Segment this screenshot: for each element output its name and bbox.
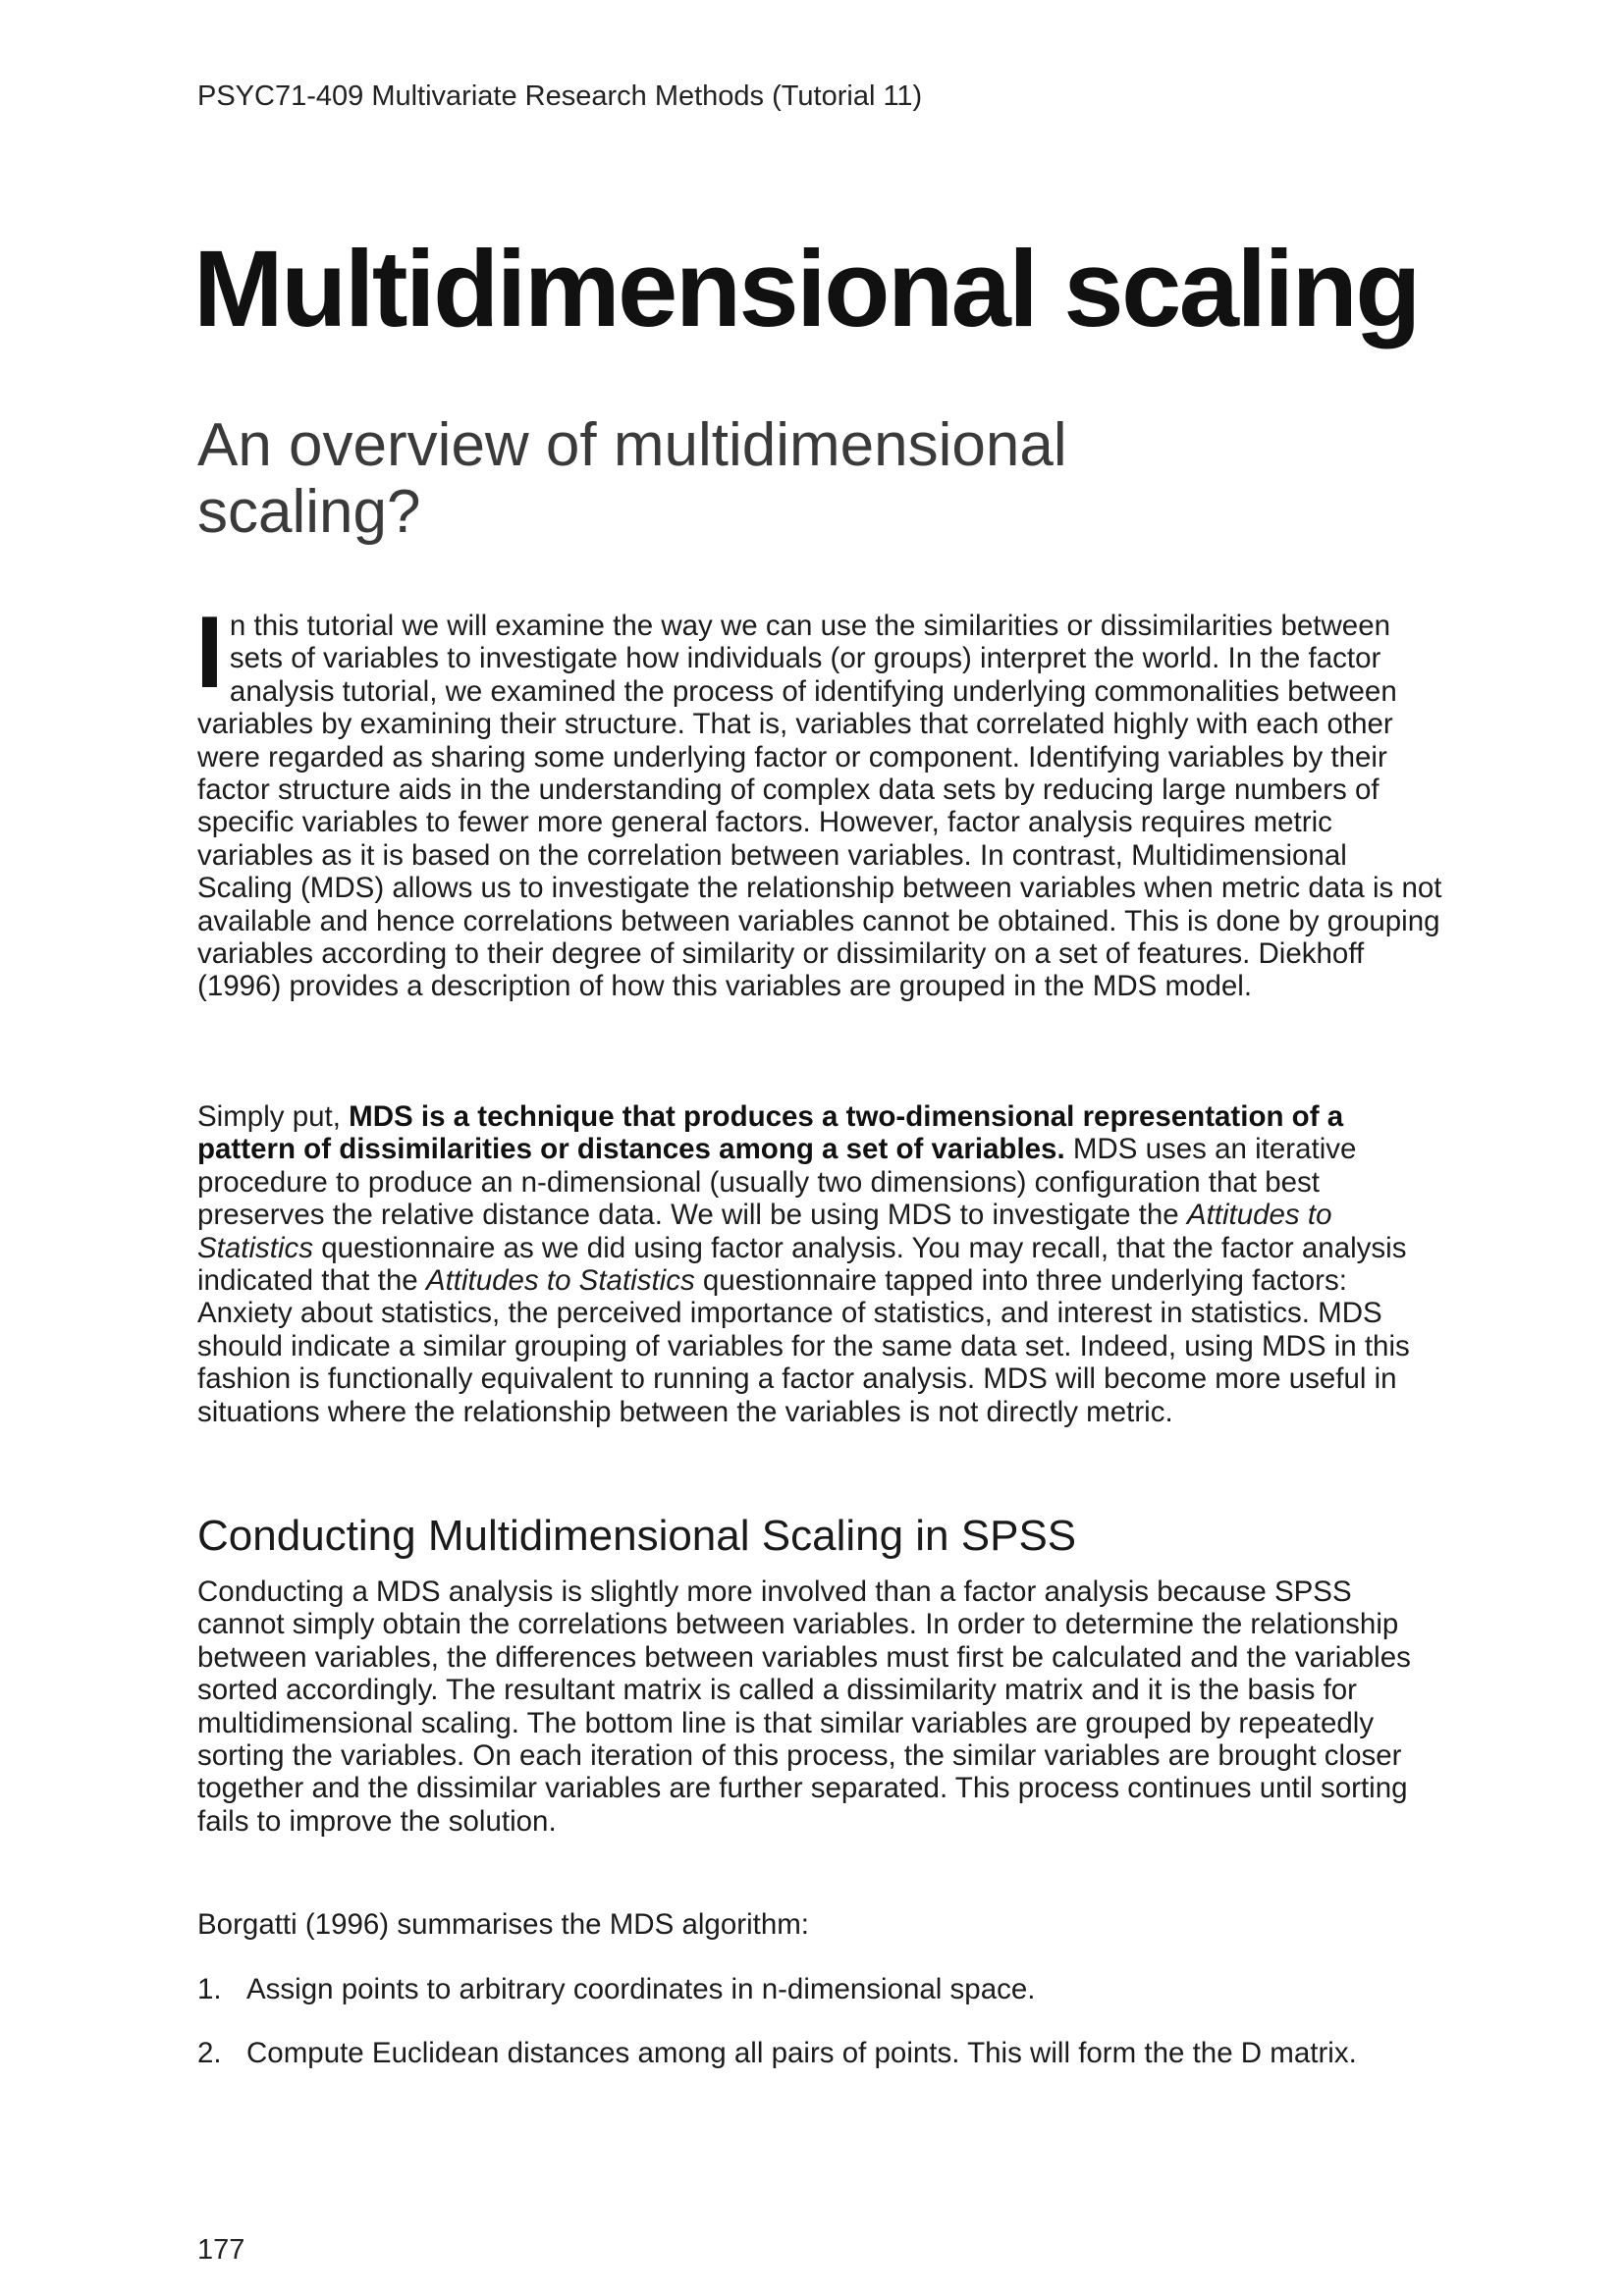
intro-text: n this tutorial we will examine the way we can use the similarities or dissimilarities between sets of variables to investigate how individuals (or groups) interpret the world. In the factor analysis tutorial, we examined the process of identifying underlying commonalities between variables by examining their structure. That is, variables that correlated highly with each other were regarded as sharing some underlying factor or component. Identifying variables by their factor structure aids in the understanding of complex data sets by reducing large numbers of specific variables to fewer more general factors. However, factor analysis requires metric variables as it is based on the correlation between variables. In contrast, Multidimensional Scaling (MDS) allows us to investigate the relationship between variables when metric data is not available and hence correlations between variables cannot be obtained. This is done by grouping variables according to their degree of similarity or dissimilarity on a set of features. Diekhoff (1996) provides a description of how this variables are grouped in the MDS model. [197,610,1442,1003]
list-item-text: Compute Euclidean distances among all pairs of points. This will form the the D matrix. [246,2037,1357,2070]
intro-paragraph [195,596,1444,1003]
list-item [197,2037,1444,2069]
drop-cap: I [195,596,224,710]
running-header: PSYC71-409 Multivariate Research Methods (Tutorial 11) [197,80,923,112]
mds-definition-paragraph [197,1100,1444,1428]
list-item-number: 1. [197,1973,222,2005]
spss-paragraph: Conducting a MDS analysis is slightly more involved than a factor analysis because SPSS cannot simply obtain the correlations between variables. In order to determine the relationship between variables, the differences between variables must first be calculated and the variables sorted accordingly. The resultant matrix is called a dissimilarity matrix and it is the basis for multidimensional scaling. The bottom line is that similar variables are grouped by repeatedly sorting the variables. On each iteration of this process, the similar variables are brought closer together and the dissimilar variables are further separated. This process continues until sorting fails to improve the solution. [197,1575,1411,1838]
list-item [197,1973,1444,2005]
paragraph-text-2: questionnaire as we did using factor analysis. You may recall, that the factor analysis indicated that the [197,1231,1407,1298]
questionnaire-title-2: Attitudes to Statistics [425,1264,695,1298]
section-heading: Conducting Multidimensional Scaling in SPSS [197,1512,1077,1560]
mds-definition-bold: MDS is a technique that produces a two-dimensional representation of a pattern of dissimilarities or distances among a set of variables. [197,1100,1344,1166]
list-item-number: 2. [197,2037,222,2070]
page-subtitle: An overview of multidimensional scaling? [197,411,1067,546]
page-number: 177 [197,2234,245,2266]
paragraph-lead: Simply put, [197,1100,350,1133]
algorithm-steps-list [197,1973,1444,2102]
paragraph-text-1: MDS uses an iterative procedure to produce an n-dimensional (usually two dimensions) configuration that best preserves the relative distance data. We will be using MDS to investigate the [197,1133,1357,1232]
paragraph-text-3: questionnaire tapped into three underlying factors: Anxiety about statistics, the perceived importance of statistics, and interest in statistics. MDS should indicate a similar grouping of variables for the same data set. Indeed, using MDS in this fashion is functionally equivalent to running a factor analysis. MDS will become more useful in situations where the relationship between the variables is not directly metric. [197,1264,1410,1428]
list-item-text: Assign points to arbitrary coordinates in n-dimensional space. [246,1973,1036,2005]
page-title: Multidimensional scaling [193,229,1419,349]
algorithm-lead-in: Borgatti (1996) summarises the MDS algorithm: [197,1908,810,1941]
questionnaire-title-1: Attitudes to Statistics [197,1199,1332,1264]
